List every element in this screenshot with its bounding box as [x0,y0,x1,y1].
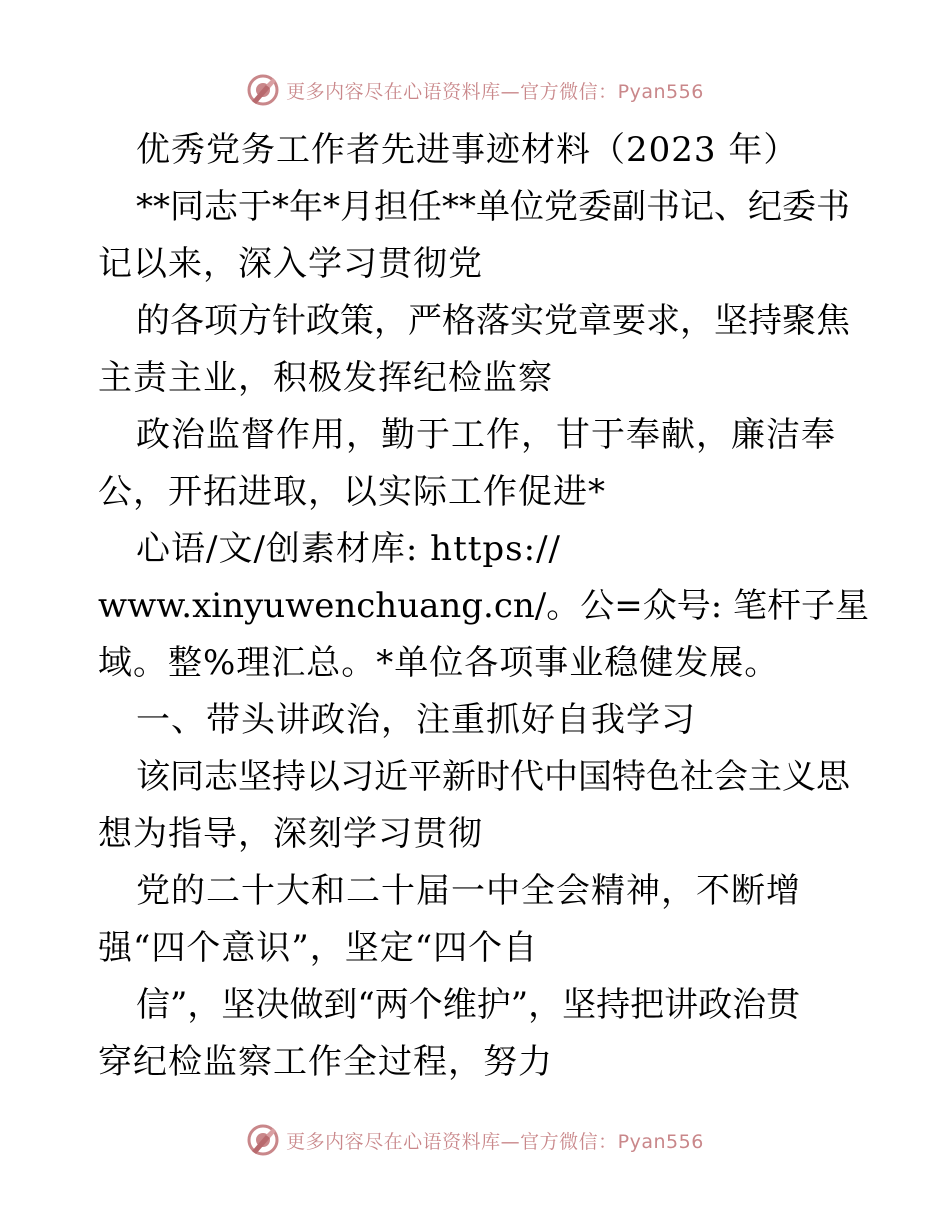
watermark-text: 更多内容尽在心语资料库—官方微信：Pyan556 [286,1130,704,1153]
document-title: 优秀党务工作者先进事迹材料（2023 年） [136,130,799,170]
pen-logo-icon [246,1123,280,1157]
paragraph-line: 政治监督作用，勤于工作，甘于奉献，廉洁奉 [136,415,836,455]
paragraph-line: 心语/文/创素材库: https:// [136,529,561,569]
paragraph-line: 主责主业，积极发挥纪检监察 [98,358,553,398]
paragraph-line: 该同志坚持以习近平新时代中国特色社会主义思 [136,757,850,797]
paragraph-line: 想为指导，深刻学习贯彻 [98,814,483,854]
document-body [98,122,869,1091]
paragraph-line: 强“四个意识”，坚定“四个自 [98,928,539,968]
paragraph-line: 党的二十大和二十届一中全会精神，不断增 [136,871,801,911]
paragraph-line: www.xinyuwenchuang.cn/。公=众号: 笔杆子星 [98,586,869,626]
paragraph-line: 记以来，深入学习贯彻党 [98,244,483,284]
paragraph-line: **同志于*年*月担任**单位党委副书记、纪委书 [136,187,850,227]
paragraph-line: 的各项方针政策，严格落实党章要求，坚持聚焦 [136,301,850,341]
paragraph-line: 公，开拓进取，以实际工作促进* [98,472,606,512]
paragraph-line: 信”，坚决做到“两个维护”，坚持把讲政治贯 [136,985,801,1025]
pen-logo-icon [246,73,280,107]
section-heading: 一、带头讲政治，注重抓好自我学习 [136,700,696,740]
paragraph-line: 域。整%理汇总。*单位各项事业稳健发展。 [98,643,780,683]
watermark-footer [0,1120,950,1160]
watermark-header [0,70,950,110]
watermark-text: 更多内容尽在心语资料库—官方微信：Pyan556 [286,80,704,103]
paragraph-line: 穿纪检监察工作全过程，努力 [98,1042,553,1082]
